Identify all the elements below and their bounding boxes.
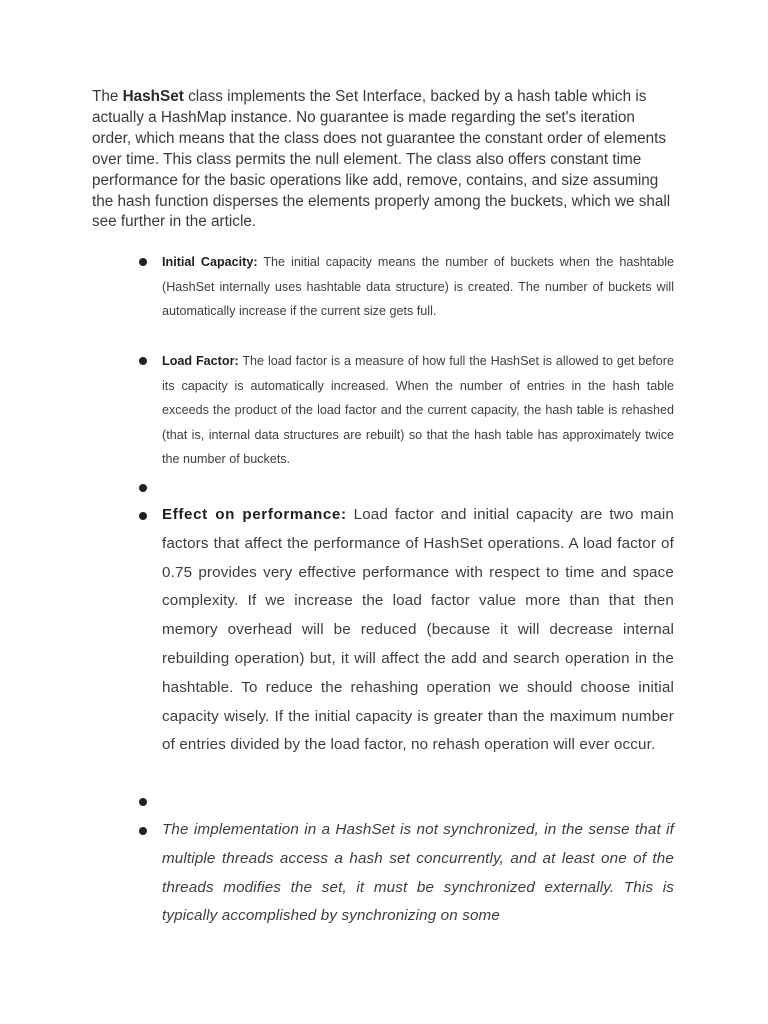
bullet-synchronization: [162, 816, 674, 931]
empty-bullet-dot: [139, 798, 147, 806]
bullet-term: Load Factor:: [162, 354, 239, 368]
bullet-dot: [139, 827, 147, 835]
bullet-text: The load factor is a measure of how full the HashSet is allowed to get before its capacity is automatically increased. When the number of entries in the hash table exceeds the product of the load factor and the current capacity, the hash table is rehashed (that is, internal data structures are rebuilt) so that the hash table has approximately twice the number of buckets.: [162, 354, 674, 467]
bullet-text: The implementation in a HashSet is not synchronized, in the sense that if multiple threads access a hash set concurrently, and at least one of the threads modifies the set, it must be synchronized externally. This is typically accomplished by synchronizing on some: [162, 821, 674, 925]
bullet-term: Initial Capacity:: [162, 255, 258, 269]
bullet-initial-capacity: [162, 250, 674, 324]
bullet-text: The initial capacity means the number of buckets when the hashtable (HashSet internally uses hashtable data structure) is created. The number of buckets will automatically increase if the current size gets full.: [162, 255, 674, 319]
intro-paragraph: [92, 87, 676, 233]
bullet-dot: [139, 512, 147, 520]
intro-lead: The: [92, 88, 123, 105]
intro-body: class implements the Set Interface, backed by a hash table which is actually a HashMap instance. No guarantee is made regarding the set's iteration order, which means that the class does not guarantee the constant order of elements over time. This class permits the null element. The class also offers constant time performance for the basic operations like add, remove, contains, and size assuming the hash function disperses the elements properly among the buckets, which we shall see further in the article.: [92, 88, 671, 231]
hashset-term: HashSet: [122, 88, 184, 105]
bullet-text: Load factor and initial capacity are two main factors that affect the performance of HashSet operations. A load factor of 0.75 provides very effective performance with respect to time and space complexity. If we increase the load factor value more than that then memory overhead will be reduced (because it will decrease internal rebuilding operation) but, it will affect the add and search operation in the hashtable. To reduce the rehashing operation we should choose initial capacity wisely. If the initial capacity is greater than the maximum number of entries divided by the load factor, no rehash operation will ever occur.: [162, 506, 674, 754]
empty-bullet-dot: [139, 484, 147, 492]
bullet-effect-on-performance: [162, 501, 674, 760]
bullet-dot: [139, 357, 147, 365]
bullet-load-factor: [162, 349, 674, 472]
bullet-term: Effect on performance:: [162, 506, 347, 523]
bullet-dot: [139, 258, 147, 266]
